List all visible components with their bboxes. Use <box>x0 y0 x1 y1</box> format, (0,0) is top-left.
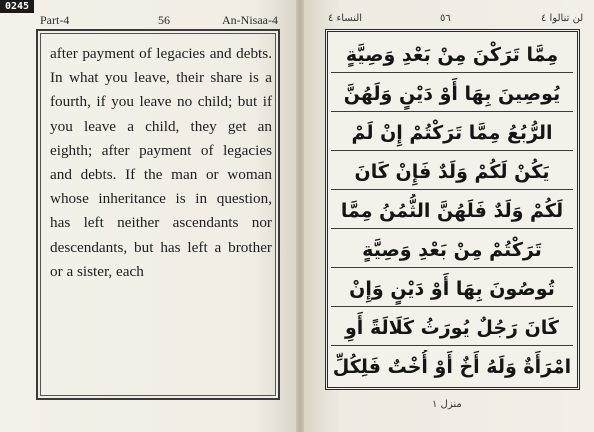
arabic-line: مِمَّا تَرَكْنَ مِنْ بَعْدِ وَصِيَّةٍ <box>331 38 573 73</box>
right-header-surah: النساء ٤ <box>328 13 363 24</box>
arabic-line: يَكُنْ لَكُمْ وَلَدٌ فَإِنْ كَانَ <box>331 155 573 190</box>
arabic-line: يُوصِينَ بِهَا أَوْ دَيْنٍ وَلَهُنَّ <box>331 77 573 112</box>
image-id-badge: 0245 <box>0 0 34 13</box>
arabic-line: لَكُمْ وَلَدٌ فَلَهُنَّ الثُّمُنُ مِمَّا <box>331 194 573 229</box>
right-page-number: ٥٦ <box>440 13 451 24</box>
book-spine <box>296 0 304 432</box>
arabic-line: امْرَأَةٌ وَلَهُ أَخٌ أَوْ أُخْتٌ فَلِكُلِّ <box>332 356 572 378</box>
arabic-line: تَرَكْتُمْ مِنْ بَعْدِ وَصِيَّةٍ <box>331 233 573 268</box>
arabic-line: كَانَ رَجُلٌ يُورَثُ كَلَالَةً أَوِ <box>331 311 573 346</box>
arabic-line: تُوصُونَ بِهَا أَوْ دَيْنٍ وَإِنْ <box>331 272 573 307</box>
arabic-line: الرُّبُعُ مِمَّا تَرَكْتُمْ إِنْ لَمْ <box>331 116 573 151</box>
surah-label: An-Nisaa-4 <box>222 13 278 27</box>
translation-text: after payment of legacies and debts. In what you leave, their share is a fourth, if you leave no child; but if you leave a child, they get an eighth; after payment of legacies and debts. If the man or woman whose inheritance is in question, has left neither ascendants nor descendants, but has left a brother or a sister, each <box>50 45 272 280</box>
manzil-footer: منزل ١ <box>432 399 462 410</box>
left-page-number: 56 <box>158 13 170 27</box>
right-header-part: لن تنالوا ٤ <box>541 13 584 24</box>
part-label: Part-4 <box>40 13 70 27</box>
